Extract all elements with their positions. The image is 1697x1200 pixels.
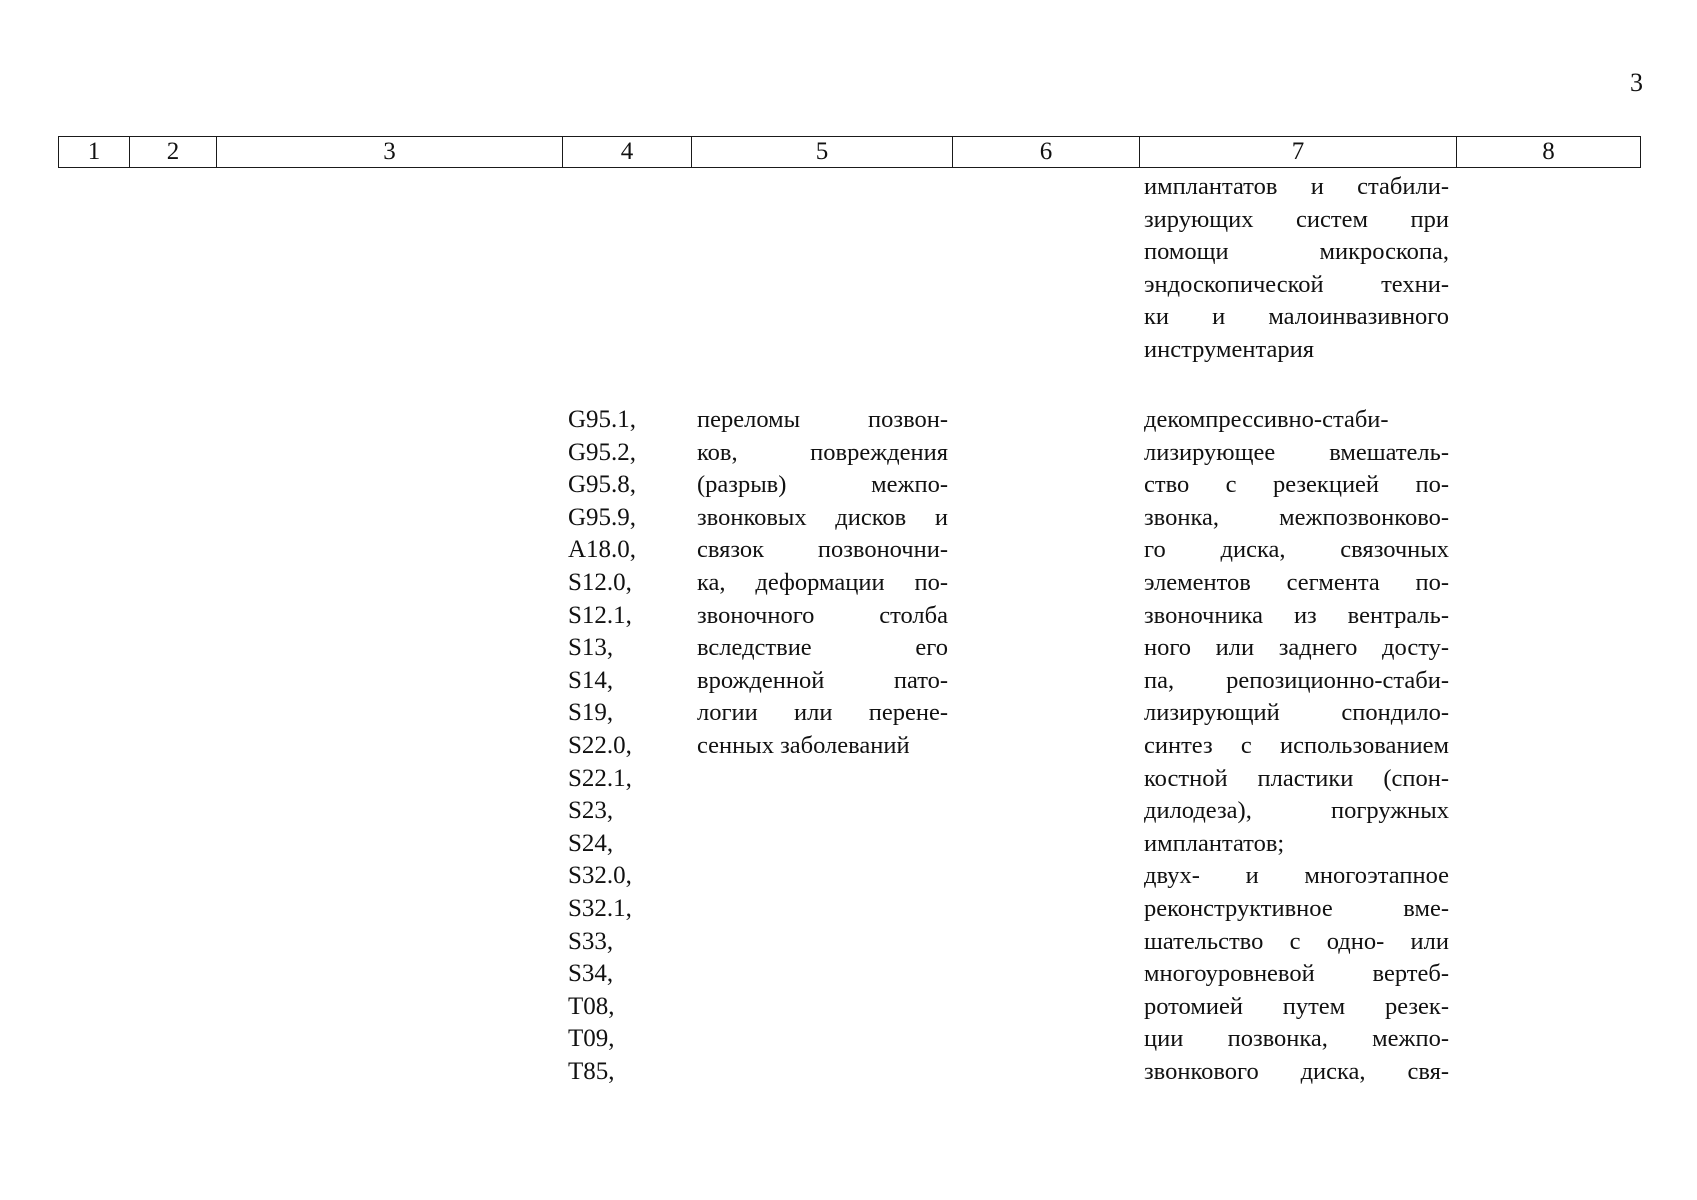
text-line: ки и малоинвазивного [1144, 303, 1449, 331]
diagnosis-code: G95.1, [568, 406, 637, 433]
diagnosis-code: G95.8, [568, 471, 637, 499]
text-line: зирующих систем при [1144, 205, 1449, 233]
diagnosis-code: T85, [568, 1057, 615, 1085]
text-line: ции позвонка, межпо- [1144, 1025, 1449, 1053]
diagnosis-codes [568, 404, 636, 1088]
text-line: логии или перене- [697, 699, 948, 727]
text-line: звоночника из вентраль- [1144, 601, 1449, 629]
treatment-method-description [1144, 404, 1449, 1088]
column-header-2: 2 [130, 137, 217, 168]
diagnosis-code: S14, [568, 666, 614, 694]
column-header-5: 5 [692, 137, 953, 168]
text-line: шательство с одно- или [1144, 927, 1449, 955]
condition-description [697, 404, 948, 763]
text-line: декомпрессивно-стаби- [1144, 406, 1389, 433]
column-header-6: 6 [953, 137, 1140, 168]
text-line: врожденной пато- [697, 666, 948, 694]
text-line: звонкового диска, свя- [1144, 1057, 1449, 1085]
diagnosis-code: S12.0, [568, 568, 632, 596]
continuation-method-text [1144, 171, 1449, 367]
text-line: звонковых дисков и [697, 503, 948, 531]
text-line: дилодеза), погружных [1144, 797, 1449, 825]
text-line: переломы позвон- [697, 406, 948, 433]
diagnosis-code: T09, [568, 1025, 615, 1053]
text-line: ка, деформации по- [697, 568, 948, 596]
text-line: связок позвоночни- [697, 536, 948, 564]
diagnosis-code: S32.1, [568, 894, 632, 922]
text-line: лизирующее вмешатель- [1144, 438, 1449, 466]
text-line: эндоскопической техни- [1144, 270, 1449, 298]
text-line: сенных заболеваний [697, 731, 910, 759]
text-line: ротомией путем резек- [1144, 992, 1449, 1020]
diagnosis-code: S13, [568, 634, 614, 662]
diagnosis-code: S33, [568, 927, 614, 955]
text-line: имплантатов и стабили- [1144, 173, 1449, 200]
text-line: костной пластики (спон- [1144, 764, 1449, 792]
diagnosis-code: G95.9, [568, 503, 637, 531]
text-line: многоуровневой вертеб- [1144, 960, 1449, 988]
text-line: па, репозиционно-стаби- [1144, 666, 1449, 694]
text-line: (разрыв) межпо- [697, 471, 948, 499]
diagnosis-code: S22.0, [568, 731, 632, 759]
text-line: помощи микроскопа, [1144, 238, 1449, 266]
text-line: лизирующий спондило- [1144, 699, 1449, 727]
diagnosis-code: S22.1, [568, 764, 632, 792]
column-header-3: 3 [217, 137, 563, 168]
text-line: ство с резекцией по- [1144, 471, 1449, 499]
text-line: реконструктивное вме- [1144, 894, 1449, 922]
text-line: звонка, межпозвонково- [1144, 503, 1449, 531]
text-line: звоночного столба [697, 601, 948, 629]
column-header-1: 1 [59, 137, 130, 168]
text-line: инструментария [1144, 335, 1314, 363]
text-line: ков, повреждения [697, 438, 948, 466]
column-header-7: 7 [1140, 137, 1457, 168]
text-line: синтез с использованием [1144, 731, 1449, 759]
diagnosis-code: T08, [568, 992, 615, 1020]
diagnosis-code: S23, [568, 797, 614, 825]
diagnosis-code: G95.2, [568, 438, 637, 466]
text-line: го диска, связочных [1144, 536, 1449, 564]
diagnosis-code: S19, [568, 699, 614, 727]
column-header-8: 8 [1457, 137, 1641, 168]
column-number-header [58, 136, 1641, 168]
text-line: вследствие его [697, 634, 948, 662]
text-line: имплантатов; [1144, 829, 1285, 857]
diagnosis-code: S12.1, [568, 601, 632, 629]
column-header-4: 4 [563, 137, 692, 168]
text-line: ного или заднего досту- [1144, 634, 1449, 662]
diagnosis-code: A18.0, [568, 536, 637, 564]
diagnosis-code: S24, [568, 829, 614, 857]
diagnosis-code: S34, [568, 960, 614, 988]
text-line: элементов сегмента по- [1144, 568, 1449, 596]
page-number: 3 [1630, 68, 1643, 97]
diagnosis-code: S32.0, [568, 862, 632, 890]
text-line: двух- и многоэтапное [1144, 862, 1449, 890]
